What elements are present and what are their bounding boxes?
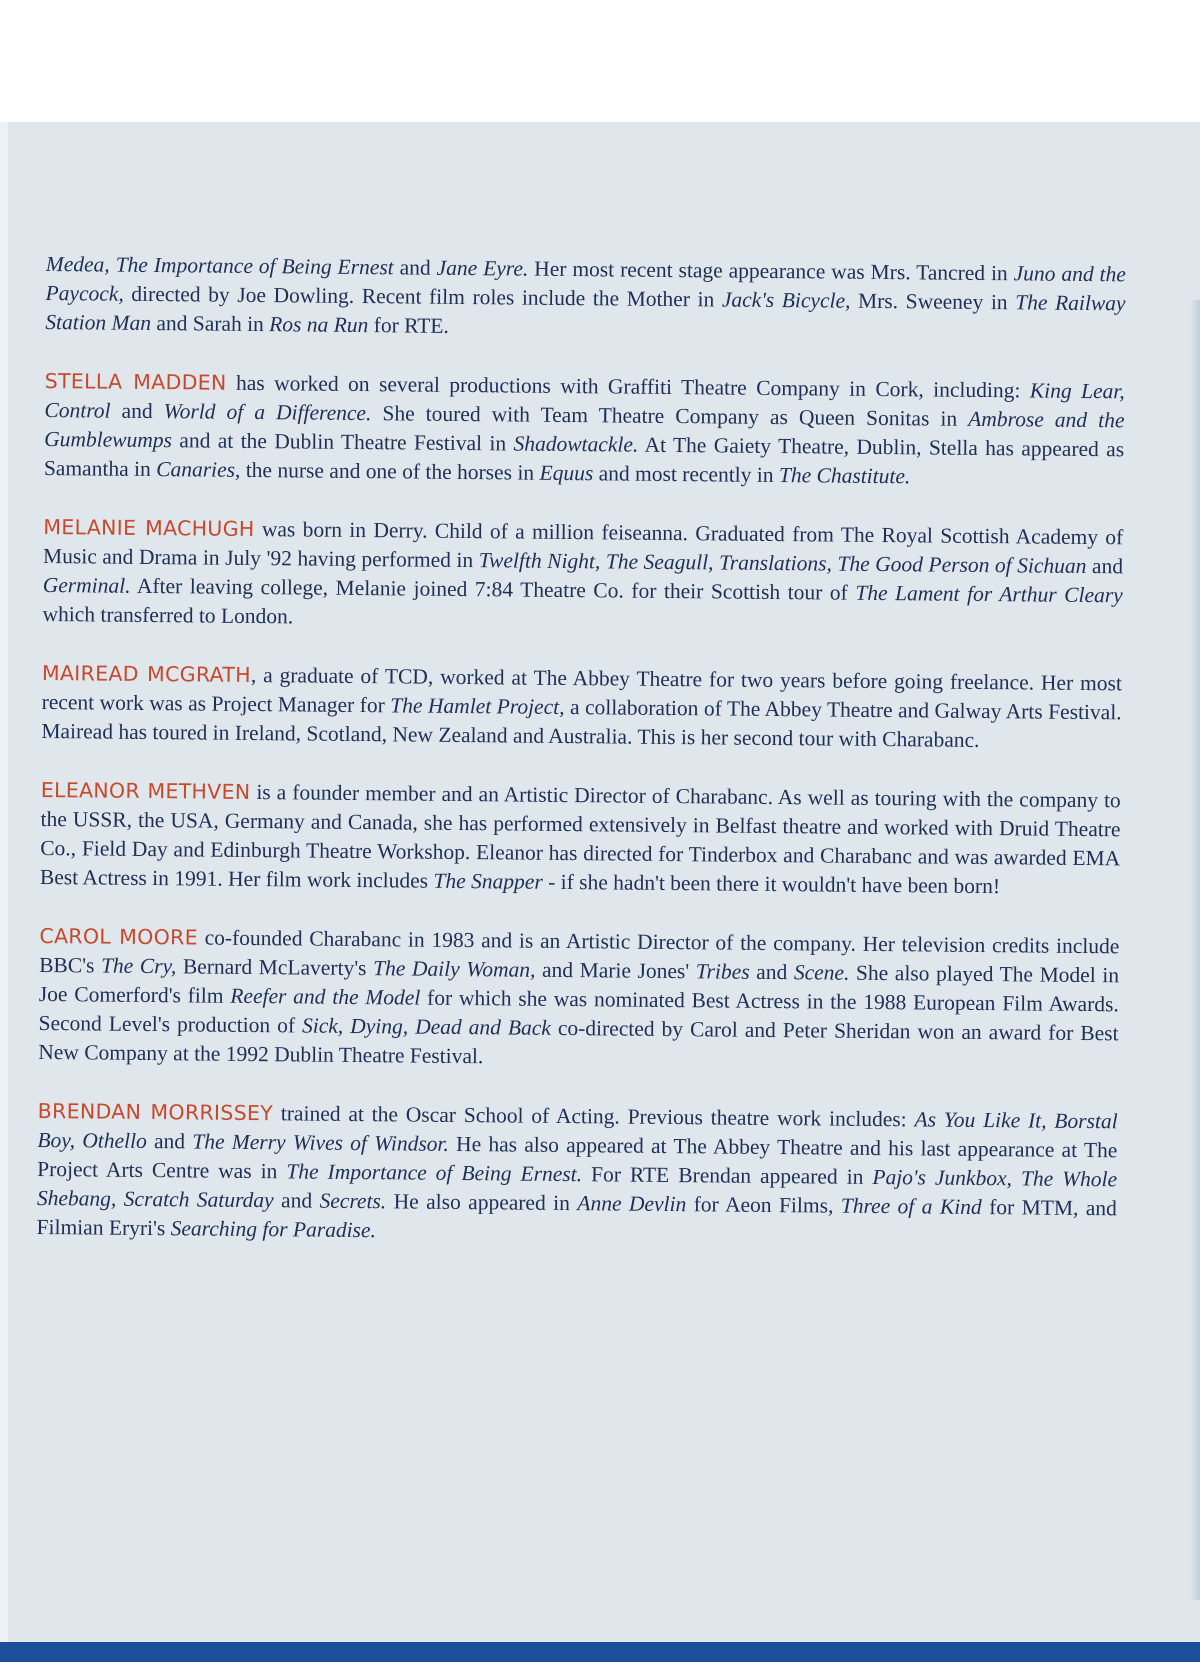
bio-text: - if she hadn't been there it wouldn't have been born!: [542, 869, 1001, 899]
bio-text: for which she was nominated Best Actress in the 1988 European Film Awards. Second Level's production of: [38, 985, 1119, 1038]
bio-paragraph: [40, 776, 1121, 902]
bio-text: He also appeared in: [386, 1189, 578, 1216]
bio-paragraph: [41, 659, 1122, 756]
work-title: Medea, The Importance of Being Ernest: [45, 251, 394, 280]
work-title: Sick, Dying, Dead and Back: [301, 1013, 552, 1040]
work-title: Searching for Paradise.: [170, 1216, 377, 1243]
bio-name: CAROL MOORE: [39, 923, 199, 950]
work-title: The Chastitute.: [778, 463, 911, 489]
bio-text: for MTM, and Filmian Eryri's: [36, 1195, 1117, 1241]
work-title: Juno and the Paycock,: [45, 261, 1126, 306]
work-title: Ros na Run: [269, 312, 369, 338]
bio-name: STELLA MADDEN: [44, 368, 227, 395]
bio-text: is a founder member and an Artistic Director of Charabanc. As well as touring with the company to the USSR, the USA, Germany and Canada, she has performed extensively in Belfast theatre and worked with Druid Theatre Co., Field Day and Edinburgh Theatre Workshop. Eleanor has directed for Tinderbox and Charabanc and was awarded EMA Best Actress in 1991. Her film work includes: [39, 779, 1121, 893]
work-title: Twelfth Night, The Seagull, Translations, The Good Person of Sichuan: [478, 548, 1087, 579]
bio-text: has worked on several productions with Graffiti Theatre Company in Cork, including:: [226, 370, 1030, 403]
work-title: The Snapper: [433, 868, 543, 894]
bio-text: At The Gaiety Theatre, Dublin, Stella has appeared as Samantha in: [43, 432, 1125, 482]
bio-text: She also played The Model in Joe Comerford's film: [38, 960, 1120, 1008]
bio-paragraph: [36, 1097, 1117, 1252]
work-title: Shadowtackle.: [513, 431, 639, 457]
bio-text: , a graduate of TCD, worked at The Abbey Theatre for two years before going freelance. Her most recent work was as Project Manager for: [41, 662, 1123, 718]
bio-text: and most recently in: [593, 461, 780, 488]
bio-text: trained at the Oscar School of Acting. Previous theatre work includes:: [272, 1101, 915, 1132]
bio-text: directed by Joe Dowling. Recent film roles include the Mother in: [123, 281, 722, 312]
work-title: Ambrose and the Gumblewumps: [44, 406, 1125, 453]
bio-text: and: [1086, 554, 1124, 579]
bio-paragraph: [42, 513, 1123, 639]
work-title: Canaries,: [156, 457, 241, 482]
bio-text: for RTE.: [368, 313, 449, 338]
bio-text: Her most recent stage appearance was Mrs. Tancred in: [528, 256, 1014, 286]
work-title: The Hamlet Project,: [390, 693, 565, 719]
work-title: As You Like It, Borstal Boy, Othello: [37, 1107, 1118, 1154]
work-title: Secrets.: [319, 1188, 387, 1214]
work-title: Jane Eyre.: [436, 255, 529, 281]
work-title: The Lament for Arthur Cleary: [855, 580, 1123, 608]
bio-text: After leaving college, Melanie joined 7:84 Theatre Co. for their Scottish tour of: [130, 573, 856, 605]
bio-text: For RTE Brendan appeared in: [581, 1162, 873, 1189]
bio-text: and: [146, 1129, 193, 1154]
bio-text: and: [393, 255, 437, 280]
work-title: Scene.: [793, 960, 850, 985]
bio-text: Bernard McLaverty's: [176, 954, 374, 981]
bio-text: co-founded Charabanc in 1983 and is an Artistic Director of the company. Her television credits include BBC's: [39, 925, 1120, 978]
work-title: The Daily Woman,: [372, 956, 536, 982]
work-title: Pajo's Junkbox, The Whole Shebang, Scratch Saturday: [36, 1164, 1118, 1213]
bio-name: BRENDAN MORRISSEY: [37, 1098, 274, 1126]
work-title: World of a Difference.: [163, 399, 372, 426]
bio-text: and Sarah in: [150, 311, 270, 337]
bio-text: and: [749, 959, 794, 985]
work-title: Germinal.: [42, 572, 131, 598]
bio-text: and: [110, 398, 164, 424]
bottom-blue-band: [0, 1642, 1200, 1662]
bio-paragraph: [45, 250, 1126, 347]
cast-biographies: [36, 250, 1126, 1282]
bio-name: MELANIE MACHUGH: [43, 514, 255, 542]
work-title: Anne Devlin: [577, 1191, 687, 1217]
bio-text: was born in Derry. Child of a million feiseanna. Graduated from The Royal Scottish Academy of Music and Drama in July '92 having performed in: [42, 517, 1124, 573]
work-title: The Railway Station Man: [45, 290, 1126, 336]
bio-text: Mrs. Sweeney in: [850, 288, 1016, 315]
work-title: The Merry Wives of Windsor.: [192, 1129, 449, 1156]
bio-paragraph: [38, 922, 1119, 1077]
work-title: King Lear, Control: [44, 378, 1125, 423]
bio-paragraph: [44, 367, 1125, 493]
bio-text: the nurse and one of the horses in: [240, 457, 540, 485]
top-margin: [0, 0, 1200, 122]
bio-text: co-directed by Carol and Peter Sheridan won an award for Best New Company at the 1992 Dublin Theatre Festival.: [38, 1015, 1119, 1069]
work-title: Reefer and the Model: [230, 983, 421, 1010]
work-title: Tribes: [695, 959, 750, 984]
page-fold-shadow: [1190, 300, 1200, 1600]
work-title: Equus: [539, 460, 594, 486]
work-title: The Cry,: [100, 953, 177, 979]
bio-text: and at the Dublin Theatre Festival in: [171, 428, 514, 456]
work-title: Jack's Bicycle,: [721, 287, 851, 313]
panel-left-edge: [0, 122, 8, 1642]
bio-text: He has also appeared at The Abbey Theatre and his last appearance at The Project Arts Centre was in: [37, 1131, 1118, 1184]
bio-name: MAIREAD MCGRATH: [41, 660, 252, 687]
bio-name: ELEANOR METHVEN: [40, 777, 251, 804]
bio-text: a collaboration of The Abbey Theatre and Galway Arts Festival. Mairead has toured in Ireland, Scotland, New Zealand and Australia. This is her second tour with Charabanc.: [41, 694, 1122, 752]
bio-text: and Marie Jones': [535, 957, 696, 984]
work-title: The Importance of Being Ernest.: [286, 1159, 583, 1187]
bio-text: which transferred to London.: [42, 601, 294, 629]
bio-text: for Aeon Films,: [686, 1192, 841, 1218]
bio-text: She toured with Team Theatre Company as Queen Sonitas in: [371, 401, 969, 431]
bio-text: and: [273, 1188, 320, 1213]
work-title: Three of a Kind: [840, 1193, 982, 1220]
